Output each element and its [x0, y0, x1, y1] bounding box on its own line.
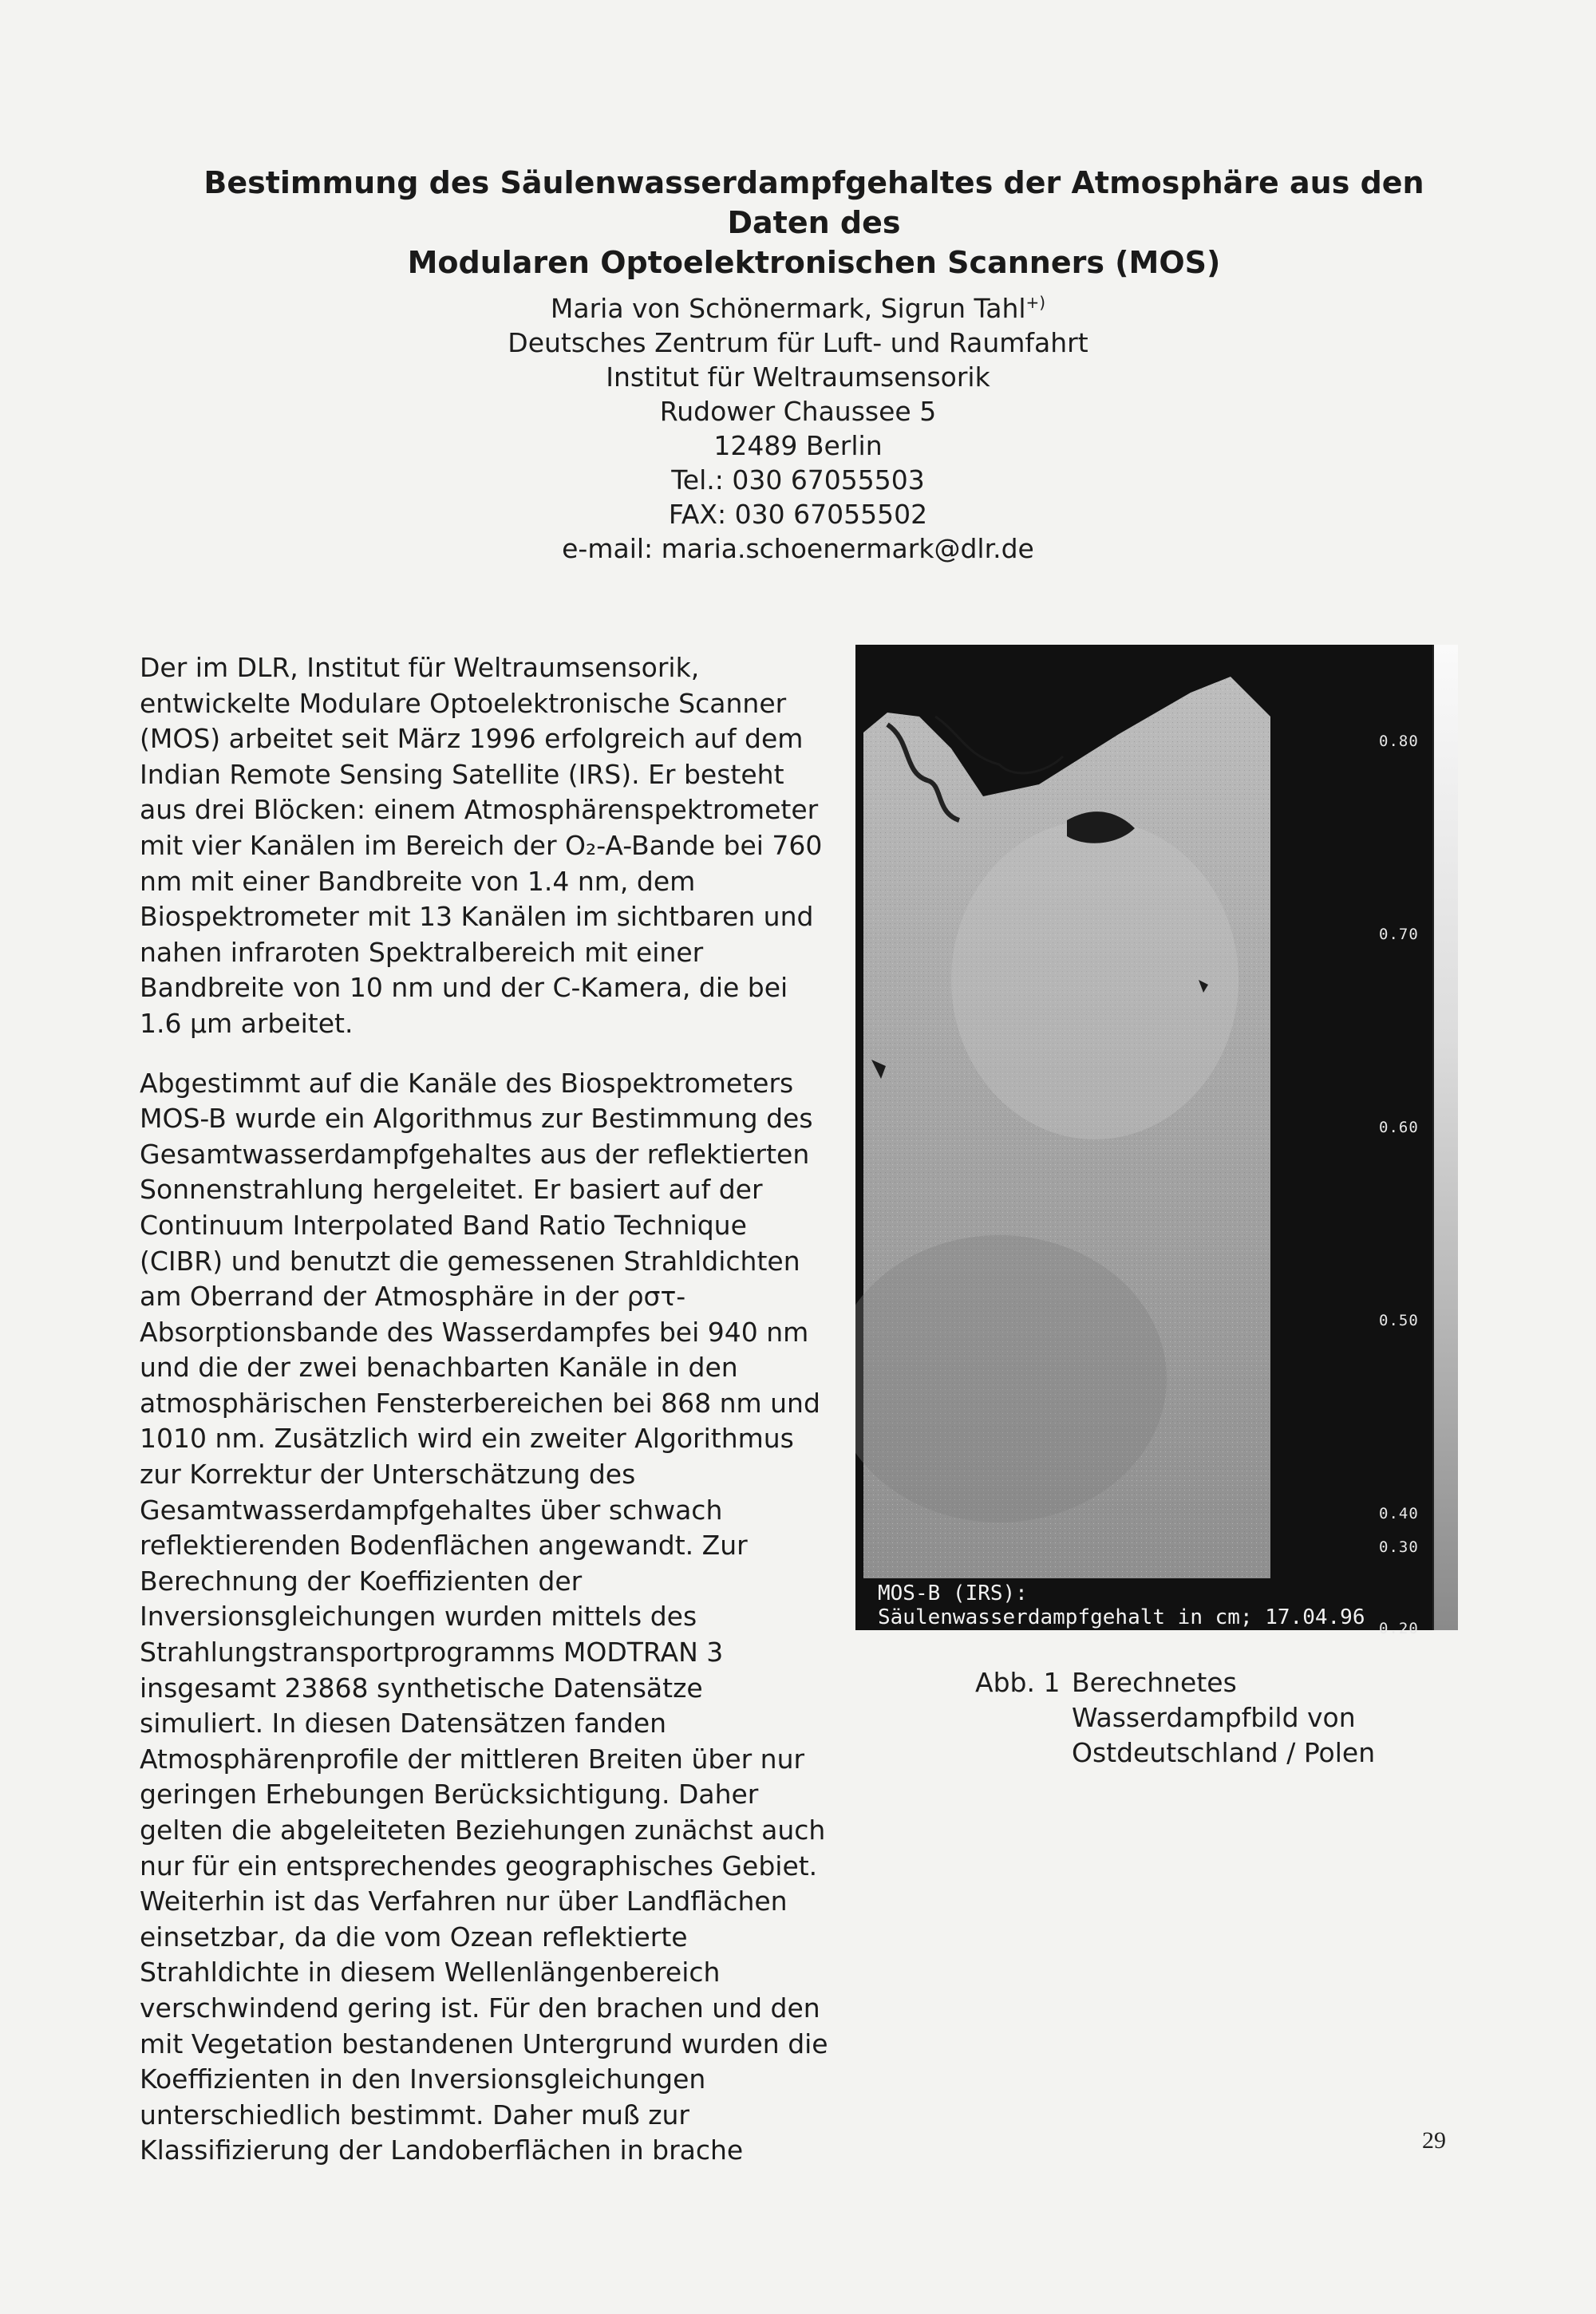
legend-tick: 0.60	[1379, 1119, 1419, 1136]
body-text-column	[140, 650, 834, 2193]
figure-caption-text: Berechnetes Wasserdampfbild von Ostdeutschland / Polen	[1072, 1667, 1376, 1768]
author-organization: Deutsches Zentrum für Luft- und Raumfahrt	[508, 327, 1088, 358]
legend-tick: 0.40	[1379, 1505, 1419, 1522]
figure-caption-label: Abb. 1	[975, 1667, 1061, 1698]
author-fax: FAX: 030 67055502	[668, 499, 928, 530]
figure-overlay-label	[855, 1578, 1432, 1630]
author-block	[447, 286, 1149, 566]
title-line-1: Bestimmung des Säulenwasserdampfgehaltes der Atmosphäre aus den Daten des	[203, 165, 1424, 240]
author-telephone: Tel.: 030 67055503	[671, 464, 925, 496]
colour-scale-strip	[1432, 645, 1458, 1630]
legend-tick: 0.50	[1379, 1312, 1419, 1329]
body-paragraph-2: Abgestimmt auf die Kanäle des Biospektrometers MOS-B wurde ein Algorithmus zur Bestimmung des Gesamtwasserdampfgehaltes aus der reflektierten Sonnenstrahlung hergeleitet. Er basiert auf der Continuum Interpolated Band Ratio Technique (CIBR) und benutzt die gemessenen Strahldichten am Oberrand der Atmosphäre in der ρστ- Absorptionsbande des Wasserdampfes bei 940 nm und die der zwei benachbarten Kanäle in den atmosphärischen Fensterbereichen bei 868 nm und 1010 nm. Zusätzlich wird ein zweiter Algorithmus zur Korrektur der Unterschätzung des Gesamtwasserdampfgehaltes über schwach reflektierenden Bodenflächen angewandt. Zur Berechnung der Koeffizienten der Inversionsgleichungen wurden mittels des Strahlungstransportprogramms MODTRAN 3 insgesamt 23868 synthetische Datensätze simuliert. In diesen Datensätzen fanden Atmosphärenprofile der mittleren Breiten über nur geringen Erhebungen Berücksichtigung. Daher gelten die abgeleiteten Beziehungen zunächst auch nur für ein entsprechendes geographisches Gebiet. Weiterhin ist das Verfahren nur über Landflächen einsetzbar, da die vom Ozean reflektierte Strahldichte in diesem Wellenlängenbereich verschwindend gering ist. Für den brachen und den mit Vegetation bestandenen Untergrund wurden die Koeffizienten in den Inversionsgleichungen unterschiedlich bestimmt. Daher muß zur Klassifizierung der Landoberflächen in brache	[140, 1067, 828, 2166]
author-names	[447, 286, 1149, 326]
author-city: 12489 Berlin	[713, 430, 883, 461]
legend-tick: 0.70	[1379, 926, 1419, 943]
author-street: Rudower Chaussee 5	[659, 396, 937, 427]
figure-overlay-line-1: MOS-B (IRS):	[878, 1581, 1028, 1605]
figure-overlay-line-2: Säulenwasserdampfgehalt in cm; 17.04.96	[878, 1605, 1365, 1629]
author-footnote-mark: +)	[1025, 293, 1046, 312]
author-email: e-mail: maria.schoenermark@dlr.de	[562, 533, 1034, 564]
title-line-2: Modularen Optoelektronischen Scanners (MOS)	[407, 245, 1221, 280]
page-number: 29	[1422, 2127, 1446, 2154]
legend-tick: 0.80	[1379, 733, 1419, 750]
body-paragraph-1: Der im DLR, Institut für Weltraumsensorik, entwickelte Modulare Optoelektronische Scanner (MOS) arbeitet seit März 1996 erfolgreich auf dem Indian Remote Sensing Satellite (IRS). Er besteht aus drei Blöcken: einem Atmosphärenspektrometer mit vier Kanälen im Bereich der O₂-A-Bande bei 760 nm mit einer Bandbreite von 1.4 nm, dem Biospektrometer mit 13 Kanälen im sichtbaren und nahen infraroten Spektralbereich mit einer Bandbreite von 10 nm und der C-Kamera, die bei 1.6 µm arbeitet.	[140, 652, 823, 1039]
satellite-image	[855, 645, 1432, 1630]
author-institute: Institut für Weltraumsensorik	[606, 361, 990, 393]
satellite-image-graphic	[855, 645, 1432, 1630]
figure-water-vapour-map	[847, 645, 1460, 1666]
author-names-text: Maria von Schönermark, Sigrun Tahl	[550, 293, 1026, 324]
paper-title	[152, 163, 1476, 282]
legend-tick: 0.20	[1379, 1620, 1419, 1637]
legend-tick: 0.30	[1379, 1538, 1419, 1556]
